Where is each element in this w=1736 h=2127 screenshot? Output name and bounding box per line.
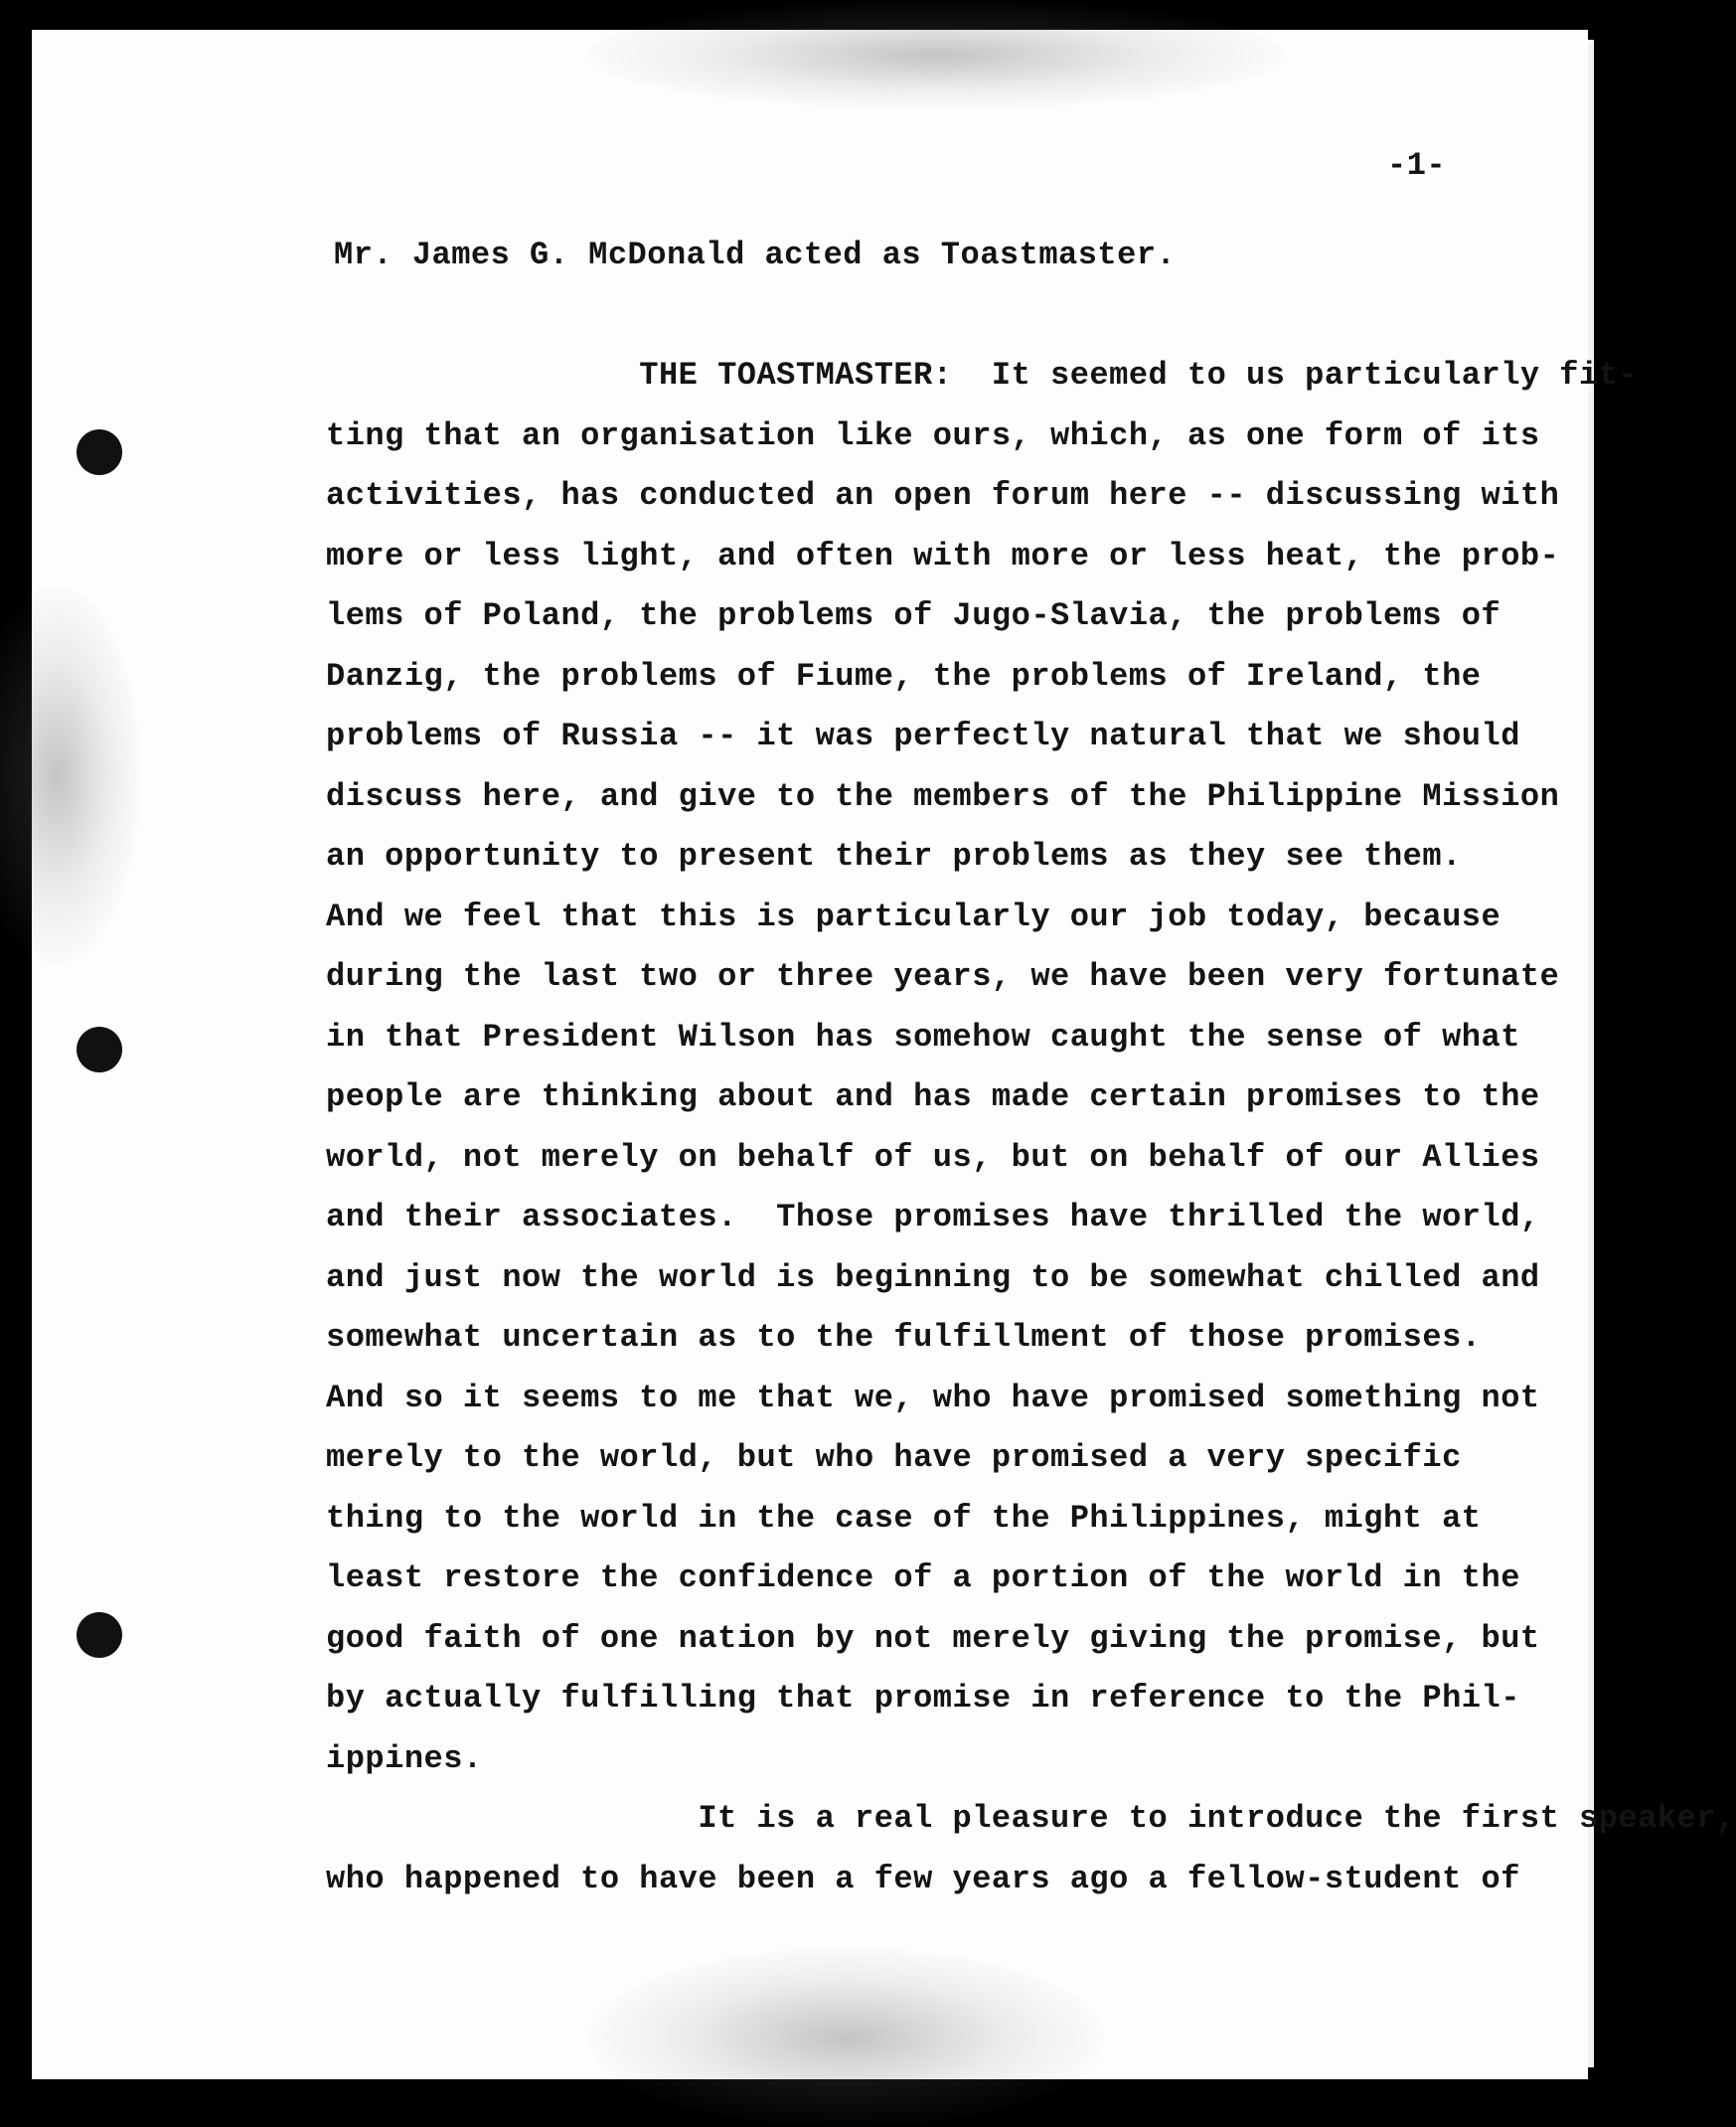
text-line: in that President Wilson has somehow caught the sense of what bbox=[326, 1018, 1520, 1056]
text-line: And so it seems to me that we, who have promised something not bbox=[326, 1379, 1540, 1416]
text-line: by actually fulfilling that promise in reference to the Phil- bbox=[326, 1680, 1520, 1717]
punch-hole-bottom bbox=[77, 1612, 122, 1658]
opening-line: Mr. James G. McDonald acted as Toastmaster. bbox=[334, 237, 1177, 273]
text-line: and their associates. Those promises have thrilled the world, bbox=[326, 1199, 1540, 1235]
body-text bbox=[326, 346, 1736, 1909]
text-line: least restore the confidence of a portion of the world in the bbox=[326, 1559, 1520, 1596]
text-line: lems of Poland, the problems of Jugo-Slavia, the problems of bbox=[326, 597, 1501, 634]
text-line: thing to the world in the case of the Philippines, might at bbox=[326, 1499, 1482, 1537]
text-line: activities, has conducted an open forum here -- discussing with bbox=[326, 477, 1560, 514]
page-number: -1- bbox=[1387, 147, 1447, 184]
text-line: more or less light, and often with more or less heat, the prob- bbox=[326, 537, 1560, 574]
typewritten-page bbox=[32, 30, 1736, 2079]
text-line: discuss here, and give to the members of the Philippine Mission bbox=[326, 777, 1560, 815]
punch-hole-middle bbox=[77, 1027, 122, 1072]
text-line: ippines. bbox=[326, 1739, 483, 1777]
text-line: And we feel that this is particularly our job today, because bbox=[326, 898, 1501, 935]
text-line: during the last two or three years, we have been very fortunate bbox=[326, 958, 1560, 995]
text-line: It is a real pleasure to introduce the first speaker, bbox=[326, 1800, 1736, 1837]
text-line: ting that an organisation like ours, which, as one form of its bbox=[326, 416, 1540, 454]
text-line: good faith of one nation by not merely giving the promise, but bbox=[326, 1619, 1540, 1657]
text-line: an opportunity to present their problems as they see them. bbox=[326, 838, 1462, 875]
text-line: Danzig, the problems of Fiume, the problems of Ireland, the bbox=[326, 657, 1482, 695]
text-line: somewhat uncertain as to the fulfillment of those promises. bbox=[326, 1319, 1482, 1356]
smudge-bottom bbox=[588, 1948, 1105, 2127]
text-line: THE TOASTMASTER: It seemed to us particularly fit- bbox=[326, 357, 1639, 394]
smudge-left bbox=[0, 586, 141, 964]
punch-hole-top bbox=[77, 429, 122, 475]
text-line: problems of Russia -- it was perfectly natural that we should bbox=[326, 718, 1520, 754]
text-line: world, not merely on behalf of us, but on behalf of our Allies bbox=[326, 1138, 1540, 1176]
text-line: who happened to have been a few years ago a fellow-student of bbox=[326, 1860, 1520, 1897]
text-line: and just now the world is beginning to be somewhat chilled and bbox=[326, 1258, 1540, 1296]
text-line: people are thinking about and has made certain promises to the bbox=[326, 1078, 1540, 1115]
smudge-top bbox=[588, 0, 1284, 109]
text-line: merely to the world, but who have promised a very specific bbox=[326, 1439, 1462, 1476]
